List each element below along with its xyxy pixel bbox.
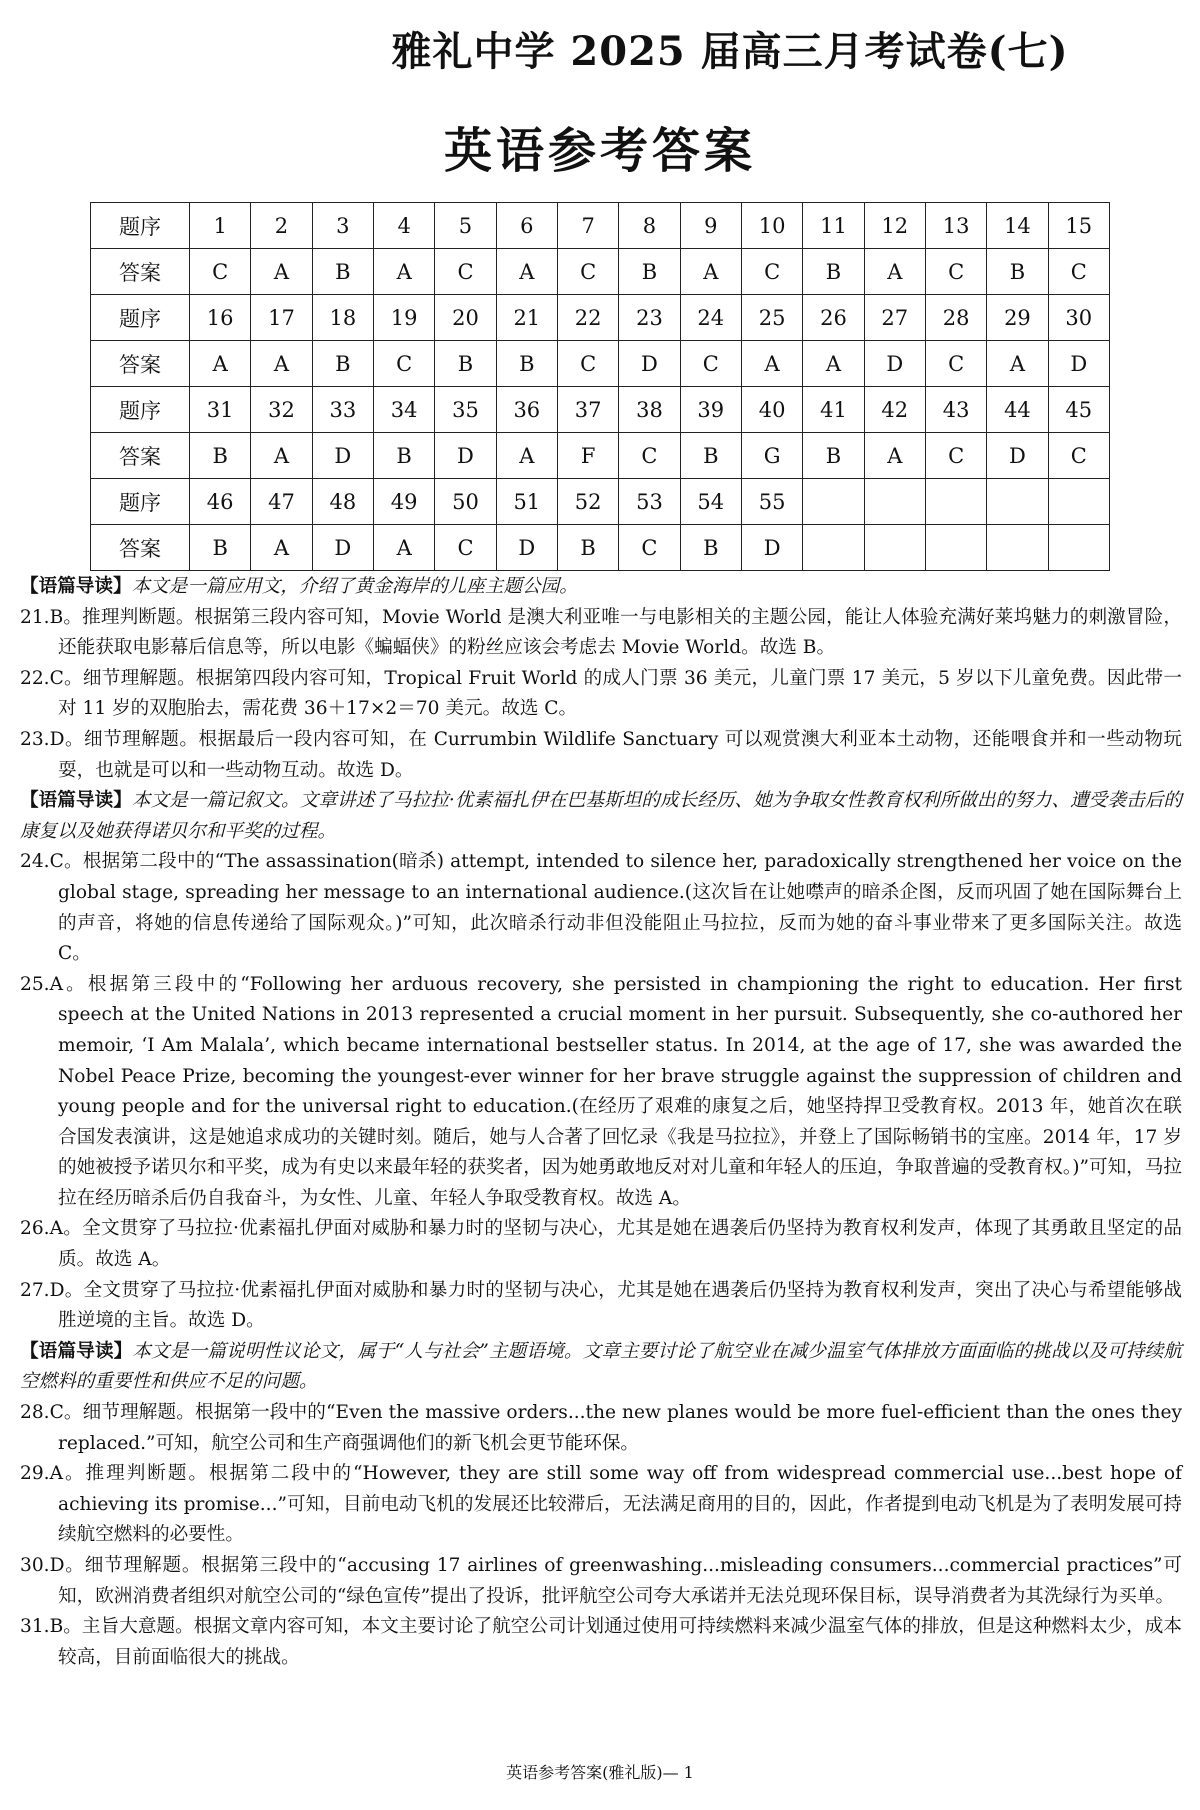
answer-table-row [91, 295, 1110, 341]
answer-cell: B [680, 433, 741, 479]
answer-cell: A [251, 433, 312, 479]
answer-cell: D [864, 341, 925, 387]
answer-cell: 54 [680, 479, 741, 525]
answer-cell: 32 [251, 387, 312, 433]
answer-table-row [91, 387, 1110, 433]
answer-cell [803, 525, 864, 571]
answer-cell: A [251, 341, 312, 387]
answer-cell: B [803, 249, 864, 295]
answer-cell: D [435, 433, 496, 479]
answer-cell: C [435, 249, 496, 295]
row-label: 题序 [91, 203, 190, 249]
row-label: 题序 [91, 295, 190, 341]
answer-cell: 47 [251, 479, 312, 525]
answer-cell: 49 [373, 479, 434, 525]
answer-cell: B [190, 525, 251, 571]
row-label: 答案 [91, 433, 190, 479]
answer-cell: B [190, 433, 251, 479]
intro-text: 本文是一篇记叙文。文章讲述了马拉拉·优素福扎伊在巴基斯坦的成长经历、她为争取女性教育权利所做出的努力、遭受袭击后的康复以及她获得诺贝尔和平奖的过程。 [20, 790, 1182, 842]
answer-explanation: 28.C。细节理解题。根据第一段中的“Even the massive orders...the new planes would be more fuel-efficient than the ones they replaced.”可知，航空公司和生产商强调他们的新飞机会更节能环保。 [20, 1402, 1182, 1454]
answer-cell: A [251, 525, 312, 571]
answer-cell [864, 479, 925, 525]
answer-cell: 15 [1048, 203, 1109, 249]
answer-cell: D [1048, 341, 1109, 387]
answer-explanation: 30.D。细节理解题。根据第三段中的“accusing 17 airlines of greenwashing...misleading consumers...commercial practices”可知，欧洲消费者组织对航空公司的“绿色宣传”提出了投诉，批评航空公司夸大承诺并无法兑现环保目标，误导消费者为其洗绿行为买单。 [20, 1555, 1182, 1607]
answer-cell: A [190, 341, 251, 387]
answer-cell: C [373, 341, 434, 387]
answer-cell [803, 479, 864, 525]
answer-explanation: 23.D。细节理解题。根据最后一段内容可知，在 Currumbin Wildlife Sanctuary 可以观赏澳大利亚本土动物，还能喂食并和一些动物玩耍，也就是可以和一些动物互动。故选 D。 [20, 728, 1182, 781]
answer-cell: 10 [741, 203, 802, 249]
answer-cell [925, 479, 986, 525]
answer-cell: 42 [864, 387, 925, 433]
answer-cell: 28 [925, 295, 986, 341]
answer-cell: 48 [312, 479, 373, 525]
answer-cell: 20 [435, 295, 496, 341]
answer-cell: 9 [680, 203, 741, 249]
answer-cell: B [312, 341, 373, 387]
answer-cell: 16 [190, 295, 251, 341]
answer-cell: 11 [803, 203, 864, 249]
answer-cell: 19 [373, 295, 434, 341]
answer-table-row [91, 203, 1110, 249]
answer-cell: 1 [190, 203, 251, 249]
answer-explanation: 31.B。主旨大意题。根据文章内容可知，本文主要讨论了航空公司计划通过使用可持续燃料来减少温室气体的排放，但是这种燃料太少，成本较高，目前面临很大的挑战。 [20, 1616, 1182, 1668]
answer-cell: 6 [496, 203, 557, 249]
answer-cell: 13 [925, 203, 986, 249]
answer-cell: 33 [312, 387, 373, 433]
answer-cell: A [864, 433, 925, 479]
page-title: 英语参考答案 [443, 123, 756, 179]
answer-cell: 12 [864, 203, 925, 249]
answer-explanation: 26.A。全文贯穿了马拉拉·优素福扎伊面对威胁和暴力时的坚韧与决心，尤其是她在遇袭后仍坚持为教育权利发声，体现了其勇敢且坚定的品质。故选 A。 [20, 1218, 1182, 1271]
intro-heading: 【语篇导读】 [20, 790, 132, 812]
answer-cell: 43 [925, 387, 986, 433]
answer-explanation: 24.C。根据第二段中的“The assassination(暗杀) attempt, intended to silence her, paradoxically strengthened her voice on the global stage, spreading her message to an international audience.(这次旨在让她噤声的暗杀企图，反而巩固了她在国际舞台上的声音，将她的信息传递给了国际观众。)”可知，此次暗杀行动非但没能阻止马拉拉，反而为她的奋斗事业带来了更多国际关注。故选 C。 [20, 851, 1182, 965]
answer-cell: 50 [435, 479, 496, 525]
answer-explanation: 21.B。推理判断题。根据第三段内容可知，Movie World 是澳大利亚唯一与电影相关的主题公园，能让人体验充满好莱坞魅力的刺激冒险，还能获取电影幕后信息等，所以电影《蝙蝠侠》的粉丝应该会考虑去 Movie World。故选 B。 [20, 606, 1182, 659]
answer-cell: A [741, 341, 802, 387]
answer-cell: C [741, 249, 802, 295]
answer-cell: 5 [435, 203, 496, 249]
answer-cell [1048, 479, 1109, 525]
answer-cell [864, 525, 925, 571]
reading-intro [20, 1337, 1182, 1398]
answer-cell: D [496, 525, 557, 571]
answer-cell: A [496, 433, 557, 479]
answer-cell: C [557, 341, 618, 387]
answer-table-row [91, 341, 1110, 387]
answer-cell [925, 525, 986, 571]
answer-cell [987, 525, 1048, 571]
answer-cell: 26 [803, 295, 864, 341]
answer-cell: 37 [557, 387, 618, 433]
answer-cell: F [557, 433, 618, 479]
answer-cell: C [925, 249, 986, 295]
answer-cell: 30 [1048, 295, 1109, 341]
answer-table-row [91, 525, 1110, 571]
answer-cell: 22 [557, 295, 618, 341]
answer-table [90, 202, 1110, 571]
answer-cell: 18 [312, 295, 373, 341]
answer-cell: 41 [803, 387, 864, 433]
answer-cell: 46 [190, 479, 251, 525]
answer-cell [1048, 525, 1109, 571]
answer-table-row [91, 433, 1110, 479]
answer-cell: A [251, 249, 312, 295]
reading-intro [20, 786, 1182, 847]
answer-cell: A [373, 249, 434, 295]
answer-cell: C [619, 525, 680, 571]
answer-cell: D [741, 525, 802, 571]
answer-cell: C [925, 341, 986, 387]
answer-explanation: 29.A。推理判断题。根据第二段中的“However, they are still some way off from widespread commercial use...best hope of achieving its promise...”可知，目前电动飞机的发展还比较滞后，无法满足商用的目的，因此，作者提到电动飞机是为了表明发展可持续航空燃料的必要性。 [20, 1463, 1182, 1546]
row-label: 答案 [91, 525, 190, 571]
answer-explanation: 22.C。细节理解题。根据第四段内容可知，Tropical Fruit World 的成人门票 36 美元，儿童门票 17 美元，5 岁以下儿童免费。因此带一对 11 岁的双胞胎去，需花费 36＋17×2＝70 美元。故选 C。 [20, 667, 1182, 720]
answer-cell: 24 [680, 295, 741, 341]
answer-cell: C [619, 433, 680, 479]
answer-cell: D [619, 341, 680, 387]
answer-cell: B [557, 525, 618, 571]
answer-cell: B [803, 433, 864, 479]
page-footer: 英语参考答案(雅礼版)— 1 [506, 1763, 694, 1782]
reading-intro [20, 572, 1182, 603]
answer-cell: 14 [987, 203, 1048, 249]
answer-cell: 23 [619, 295, 680, 341]
answer-cell: 21 [496, 295, 557, 341]
row-label: 答案 [91, 249, 190, 295]
answer-cell: 17 [251, 295, 312, 341]
answer-cell: 45 [1048, 387, 1109, 433]
answer-cell: D [312, 525, 373, 571]
answer-cell: C [1048, 249, 1109, 295]
answer-cell: A [987, 341, 1048, 387]
answer-cell: 4 [373, 203, 434, 249]
row-label: 题序 [91, 479, 190, 525]
answer-cell: C [435, 525, 496, 571]
answer-cell: C [680, 341, 741, 387]
answer-cell: B [496, 341, 557, 387]
answer-cell: D [987, 433, 1048, 479]
answer-cell: G [741, 433, 802, 479]
answer-cell: 55 [741, 479, 802, 525]
answer-cell: 3 [312, 203, 373, 249]
answer-cell: B [987, 249, 1048, 295]
answer-cell: 53 [619, 479, 680, 525]
answer-cell: C [190, 249, 251, 295]
exam-title: 雅礼中学 2025 届高三月考试卷(七) [391, 28, 1069, 75]
answer-cell: 31 [190, 387, 251, 433]
answer-cell: A [373, 525, 434, 571]
intro-text: 本文是一篇应用文，介绍了黄金海岸的儿座主题公园。 [131, 576, 578, 597]
answer-cell: 52 [557, 479, 618, 525]
answer-cell: 44 [987, 387, 1048, 433]
intro-text: 本文是一篇说明性议论文，属于“人与社会”主题语境。文章主要讨论了航空业在减少温室气体排放方面面临的挑战以及可持续航空燃料的重要性和供应不足的问题。 [20, 1340, 1182, 1393]
row-label: 题序 [91, 387, 190, 433]
answer-table-row [91, 249, 1110, 295]
answer-cell: B [680, 525, 741, 571]
answer-cell: 35 [435, 387, 496, 433]
intro-heading: 【语篇导读】 [20, 576, 132, 597]
answer-cell: C [925, 433, 986, 479]
answer-cell: 7 [557, 203, 618, 249]
answer-cell: B [373, 433, 434, 479]
intro-heading: 【语篇导读】 [20, 1340, 133, 1362]
answer-cell: A [803, 341, 864, 387]
explanation-text [20, 572, 1182, 1673]
answer-cell: 51 [496, 479, 557, 525]
answer-cell: 29 [987, 295, 1048, 341]
answer-cell: 36 [496, 387, 557, 433]
answer-explanation: 25.A。根据第三段中的“Following her arduous recovery, she persisted in championing the right to education. Her first speech at the United Nations in 2013 represented a crucial moment in her pursuit. Subsequently, she co-authored her memoir, ‘I Am Malala’, which became international bestseller status. In 2014, at the age of 17, she was awarded the Nobel Peace Prize, becoming the youngest-ever winner for her brave struggle against the suppression of children and young people and for the universal right to education.(在经历了艰难的康复之后，她坚持捍卫受教育权。2013 年，她首次在联合国发表演讲，这是她追求成功的关键时刻。随后，她与人合著了回忆录《我是马拉拉》，并登上了国际畅销书的宝座。2014 年，17 岁的她被授予诺贝尔和平奖，成为有史以来最年轻的获奖者，因为她勇敢地反对对儿童和年轻人的压迫，争取普遍的受教育权。)”可知，马拉拉在经历暗杀后仍自我奋斗，为女性、儿童、年轻人争取受教育权。故选 A。 [20, 973, 1182, 1209]
answer-cell: 27 [864, 295, 925, 341]
answer-cell: A [864, 249, 925, 295]
answer-cell: 34 [373, 387, 434, 433]
answer-cell: D [312, 433, 373, 479]
answer-cell: C [557, 249, 618, 295]
answer-cell: 39 [680, 387, 741, 433]
answer-cell: C [1048, 433, 1109, 479]
row-label: 答案 [91, 341, 190, 387]
answer-cell: B [312, 249, 373, 295]
answer-cell [987, 479, 1048, 525]
answer-cell: 38 [619, 387, 680, 433]
answer-cell: 8 [619, 203, 680, 249]
answer-cell: A [680, 249, 741, 295]
answer-table-row [91, 479, 1110, 525]
answer-cell: 25 [741, 295, 802, 341]
answer-cell: 40 [741, 387, 802, 433]
answer-cell: 2 [251, 203, 312, 249]
answer-explanation: 27.D。全文贯穿了马拉拉·优素福扎伊面对威胁和暴力时的坚韧与决心，尤其是她在遇袭后仍坚持为教育权利发声，突出了决心与希望能够战胜逆境的主旨。故选 D。 [20, 1279, 1182, 1332]
answer-cell: B [619, 249, 680, 295]
answer-cell: A [496, 249, 557, 295]
answer-cell: B [435, 341, 496, 387]
